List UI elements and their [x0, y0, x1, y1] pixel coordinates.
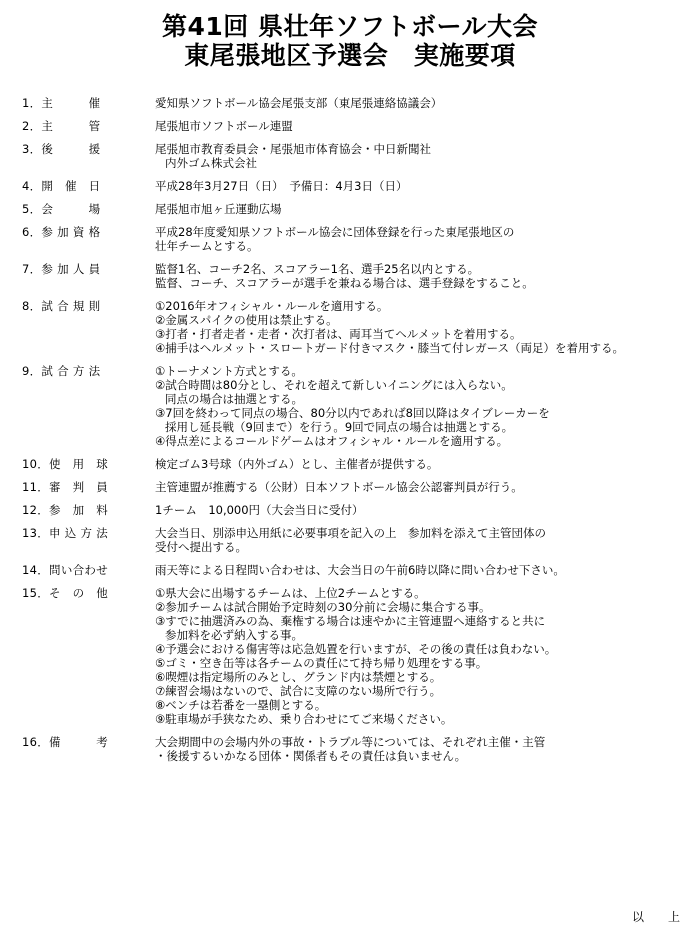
title-line-2: 東尾張地区予選会 実施要項	[184, 41, 516, 70]
item-label: 13．申 込 方 法	[22, 526, 109, 540]
item-label: 4．開 催 日	[22, 179, 101, 193]
item-row	[0, 563, 700, 577]
item-content	[155, 735, 690, 763]
item-content	[155, 563, 690, 577]
title-line-1: 第41回 県壮年ソフトボール大会	[162, 12, 538, 41]
item-line: ①2016年オフィシャル・ルールを適用する。	[155, 299, 389, 313]
item-line: 雨天等による日程問い合わせは、大会当日の午前6時以降に問い合わせ下さい。	[155, 563, 565, 577]
item-label: 2．主 管	[22, 119, 101, 133]
item-content	[155, 586, 690, 726]
item-row	[0, 262, 700, 290]
item-label: 9．試 合 方 法	[22, 364, 101, 378]
item-line: 愛知県ソフトボール協会尾張支部（東尾張連絡協議会）	[155, 96, 443, 110]
item-row	[0, 179, 700, 193]
item-row	[0, 202, 700, 216]
item-row	[0, 735, 700, 763]
item-list	[0, 96, 700, 772]
item-line: 尾張旭市教育委員会・尾張旭市体育協会・中日新聞社	[155, 142, 431, 156]
item-label: 10．使 用 球	[22, 457, 109, 471]
item-content	[155, 364, 690, 448]
item-label: 14．問い合わせ	[22, 563, 109, 577]
item-line: 1チーム 10,000円（大会当日に受付）	[155, 503, 364, 517]
item-label: 11．審 判 員	[22, 480, 109, 494]
item-row	[0, 299, 700, 355]
item-line: ②金属スパイクの使用は禁止する。	[155, 313, 338, 327]
closing-mark: 以 上	[631, 910, 686, 924]
item-line: 採用し延長戦（9回まで）を行う。9回で同点の場合は抽選とする。	[165, 420, 514, 434]
item-content	[155, 202, 690, 216]
item-label: 7．参 加 人 員	[22, 262, 101, 276]
item-line: 壮年チームとする。	[155, 239, 259, 253]
item-line: 検定ゴム3号球（内外ゴム）とし、主催者が提供する。	[155, 457, 439, 471]
item-content	[155, 480, 690, 494]
item-line: ⑤ゴミ・空き缶等は各チームの責任にて持ち帰り処理をする事。	[155, 656, 488, 670]
item-content	[155, 142, 690, 170]
item-content	[155, 526, 690, 554]
item-line: ⑧ベンチは若番を一塁側とする。	[155, 698, 327, 712]
item-row	[0, 119, 700, 133]
item-line: ④得点差によるコールドゲームはオフィシャル・ルールを適用する。	[155, 434, 509, 448]
item-line: 監督1名、コーチ2名、スコアラー1名、選手25名以内とする。	[155, 262, 480, 276]
item-row	[0, 142, 700, 170]
item-row	[0, 480, 700, 494]
item-line: 主管連盟が推薦する（公財）日本ソフトボール協会公認審判員が行う。	[155, 480, 523, 494]
item-line: ③打者・打者走者・走者・次打者は、両耳当てヘルメットを着用する。	[155, 327, 522, 341]
item-line: 大会当日、別添申込用紙に必要事項を記入の上 参加料を添えて主管団体の	[155, 526, 546, 540]
item-label: 1．主 催	[22, 96, 101, 110]
item-line: ④捕手はヘルメット・スロートガード付きマスク・膝当て付レガース（両足）を着用する。	[155, 341, 625, 355]
item-content	[155, 225, 690, 253]
item-line: 尾張旭市旭ヶ丘運動広場	[155, 202, 282, 216]
item-row	[0, 503, 700, 517]
item-line: ①県大会に出場するチームは、上位2チームとする。	[155, 586, 426, 600]
item-label: 6．参 加 資 格	[22, 225, 101, 239]
item-content	[155, 179, 690, 193]
item-line: 参加料を必ず納入する事。	[165, 628, 303, 642]
item-row	[0, 586, 700, 726]
item-label: 3．後 援	[22, 142, 101, 156]
item-line: ①トーナメント方式とする。	[155, 364, 303, 378]
item-line: 同点の場合は抽選とする。	[165, 392, 303, 406]
item-line: 監督、コーチ、スコアラーが選手を兼ねる場合は、選手登録をすること。	[155, 276, 534, 290]
item-line: 尾張旭市ソフトボール連盟	[155, 119, 293, 133]
item-content	[155, 96, 690, 110]
item-line: ③すでに抽選済みの為、棄権する場合は速やかに主管連盟へ連絡すると共に	[155, 614, 546, 628]
item-line: ⑦練習会場はないので、試合に支障のない場所で行う。	[155, 684, 442, 698]
item-content	[155, 457, 690, 471]
item-line: 平成28年度愛知県ソフトボール協会に団体登録を行った東尾張地区の	[155, 225, 515, 239]
item-content	[155, 503, 690, 517]
item-line: ・後援するいかなる団体・関係者もその責任は負いません。	[155, 749, 467, 763]
item-label: 8．試 合 規 則	[22, 299, 101, 313]
item-line: ⑥喫煙は指定場所のみとし、グランド内は禁煙とする。	[155, 670, 442, 684]
item-content	[155, 262, 690, 290]
item-line: 受付へ提出する。	[155, 540, 247, 554]
item-label: 15．そ の 他	[22, 586, 109, 600]
item-line: ③7回を終わって同点の場合、80分以内であれば8回以降はタイブレーカーを	[155, 406, 550, 420]
item-line: 平成28年3月27日（日） 予備日：4月3日（日）	[155, 179, 408, 193]
item-line: ④予選会における傷害等は応急処置を行いますが、その後の責任は負わない。	[155, 642, 557, 656]
item-content	[155, 119, 690, 133]
item-line: ②参加チームは試合開始予定時刻の30分前に会場に集合する事。	[155, 600, 491, 614]
item-label: 12．参 加 料	[22, 503, 109, 517]
item-line: 大会期間中の会場内外の事故・トラブル等については、それぞれ主催・主管	[155, 735, 546, 749]
item-row	[0, 96, 700, 110]
item-row	[0, 457, 700, 471]
item-content	[155, 299, 690, 355]
item-line: ②試合時間は80分とし、それを超えて新しいイニングには入らない。	[155, 378, 513, 392]
document-title	[0, 0, 700, 70]
item-row	[0, 526, 700, 554]
item-line: ⑨駐車場が手狭なため、乗り合わせにてご来場ください。	[155, 712, 453, 726]
item-line: 内外ゴム株式会社	[165, 156, 257, 170]
item-label: 5．会 場	[22, 202, 101, 216]
item-row	[0, 225, 700, 253]
item-row	[0, 364, 700, 448]
item-label: 16．備 考	[22, 735, 109, 749]
